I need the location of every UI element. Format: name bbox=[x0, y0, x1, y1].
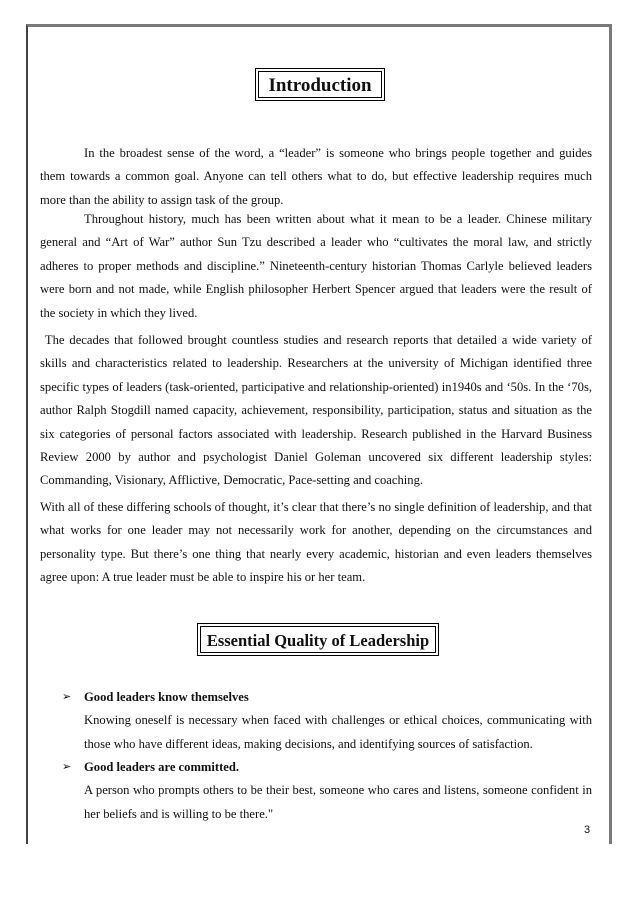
intro-paragraph-4: With all of these differing schools of thought, it’s clear that there’s no single definition of leadership, and that what works for one leader may not necessarily work for another, depending on the circumstances and personality type. But there’s one thing that nearly every academic, historian and even leaders themselves agree upon: A true leader must be able to inspire his or her team. bbox=[40, 500, 592, 585]
quality-list-item bbox=[62, 686, 592, 756]
quality-item-title: Good leaders are committed. bbox=[84, 760, 240, 774]
introduction-heading: Introduction bbox=[258, 71, 382, 98]
arrow-bullet-icon: ➢ bbox=[62, 691, 72, 703]
essential-quality-heading-box bbox=[197, 623, 439, 656]
quality-item-title: Good leaders know themselves bbox=[84, 690, 249, 704]
page-number: 3 bbox=[584, 824, 591, 836]
intro-paragraph-3 bbox=[40, 329, 592, 493]
introduction-heading-box bbox=[255, 68, 385, 101]
quality-item-text: Knowing oneself is necessary when faced with challenges or ethical choices, communicating with those who have different ideas, making decisions, and identifying sources of satisfaction. bbox=[84, 713, 592, 751]
essential-quality-heading: Essential Quality of Leadership bbox=[200, 626, 436, 653]
intro-paragraph-2: Throughout history, much has been written about what it mean to be a leader. Chinese military general and “Art of War” author Sun Tzu described a leader who “cultivates the moral law, and strictly adheres to proper methods and discipline.” Nineteenth-century historian Thomas Carlyle believed leaders were born and not made, while English philosopher Herbert Spencer argued that leaders were the result of the society in which they lived. bbox=[40, 212, 592, 320]
arrow-bullet-icon: ➢ bbox=[62, 761, 72, 773]
quality-item-text: A person who prompts others to be their best, someone who cares and listens, someone confident in her beliefs and is willing to be there." bbox=[84, 783, 592, 821]
intro-paragraph-1: In the broadest sense of the word, a “leader” is someone who brings people together and guides them towards a common goal. Anyone can tell others what to do, but effective leadership requires much more than the ability to assign task of the group. bbox=[40, 146, 592, 207]
intro-paragraph-3-text: The decades that followed brought countless studies and research reports that detailed a wide variety of skills and characteristics related to leadership. Researchers at the university of Michigan identified three specific types of leaders (task-oriented, participative and relationship-oriented) in1940s and ‘50s. In the ‘70s, author Ralph Stogdill named capacity, achievement, responsibility, participation, status and situation as the six categories of personal factors associated with leadership. Research published in the Harvard Business Review 2000 by author and psychologist Daniel Goleman uncovered six different leadership styles: Commanding, Visionary, Afflictive, Democratic, Pace-setting and coaching. bbox=[40, 333, 592, 488]
quality-list-item bbox=[62, 756, 592, 826]
